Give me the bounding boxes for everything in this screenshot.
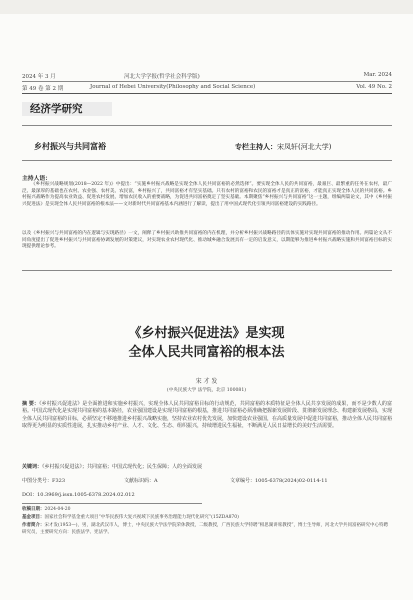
host-name: 宋凤轩(河北大学) bbox=[277, 143, 332, 151]
author-bio-text: 宋才发(1953—)，男，湖北武汉市人，博士，中央民族大学法学院荣休教授，二级教授，广西民族大学特聘“相思湖讲席教授”，博士生导师，河北大学共同富裕研究中心特聘研究员，主要研究方向：民族法学、宪法学。 bbox=[22, 523, 389, 535]
abstract-text: 《乡村振兴促进法》是全面推进和实施乡村振兴，实现全体人民共同富裕目标的行动规范，共同富裕的本质特征是全体人民共享发展的成果，而不是少数人的富裕。中国式现代化是实现共同富裕的基本路径，农业强国建设是实现共同富裕的根基，推进共同富裕必须准确把握新发展阶段、贯彻新发展理念、构建新发展格局，实现全体人民共同富裕的目标，必须坚定不移地推进乡村振兴战略实施，坚持农业农村优先发展，加快建设农业强国，在高质量发展中促进共同富裕，推动全体人民共同富裕取得更为明显的实质性进展，扎实推动乡村产业、人才、文化、生态、组织振兴，持续增进民生福祉，不断满足人民日益增长的美好生活需要。 bbox=[22, 401, 393, 430]
host-note-paragraph-1: 《乡村振兴战略规划(2018—2022 年)》中提出：“实施乡村振兴战略是实现全体人民共同富裕的必然选择”。要实现全体人民的共同富裕，最艰巨、最繁重的任务在农村，最广泛、最深厚的基础也在农村。农业强、农村美、农民富，乡村振兴了，共同富裕才有坚实基础。只有农村的富裕和农民的富裕才是真正的富裕，才能真正实现全体人民的共同富裕。乡村振兴战略作为提高农业效益、促进农村发展、增加农民收入的重要战略，为促进共同富裕奠定了坚实基础。本期聚焦“乡村振兴与共同富裕”这一主题，组编两篇论文，其中《乡村振兴促进法》是实现全体人民共同富裕的根本法——文对新时代共同富裕基本内涵进行了解读，提出了用中国式现代化引领共同富裕建设的实践路径。 bbox=[22, 182, 392, 207]
header-volume-cn: 第 49 卷 第 2 期 bbox=[22, 86, 64, 92]
header-date-cn: 2024 年 3 月 bbox=[22, 74, 56, 80]
host-note-paragraph-2: 以及《乡村振兴与共同富裕的内在逻辑与实现路径》一文，阐释了乡村振兴助推共同富裕的内在机理，并分析乡村振兴战略路径的具体实施对实现共同富裕的推动作用。两篇论文从不同角度提出了促进乡村振兴与共同富裕协调发展的对策建议，对实现农业农村现代化、推动城乡融合发展具有一定的启发意义，以期能够为推进乡村振兴战略实施和共同富裕目标的实现提供理论参考。 bbox=[22, 231, 392, 250]
doi: DOI：10.3969/j.issn.1005-6378.2024.02.012 bbox=[22, 492, 135, 498]
received-label: 收稿日期： bbox=[22, 507, 45, 512]
abstract bbox=[22, 401, 392, 431]
author-affiliation: (中央民族大学 法学院，北京 100081) bbox=[166, 388, 247, 393]
clc-number: 中图分类号：F323 bbox=[22, 478, 66, 484]
footnote-divider bbox=[22, 503, 202, 504]
top-strip bbox=[0, 0, 413, 14]
article-title-line-1: 《乡村振兴促进法》是实现 bbox=[128, 326, 285, 341]
fund-label: 基金项目： bbox=[22, 515, 45, 520]
section-title: 经济学研究 bbox=[30, 103, 83, 115]
header-divider bbox=[22, 93, 392, 94]
article-number: 文章编号：1005-6378(2024)02-0114-11 bbox=[230, 478, 328, 484]
article-author: 宋 才 发 bbox=[195, 378, 218, 385]
received-date: 2024-04-20 bbox=[44, 507, 71, 512]
host-note-divider bbox=[22, 270, 392, 271]
keywords-label: 关键词： bbox=[22, 464, 43, 470]
column-topic: 乡村振兴与共同富裕 bbox=[34, 142, 106, 151]
article-title-line-2: 全体人民共同富裕的根本法 bbox=[128, 345, 285, 360]
host-label: 专栏主持人： bbox=[235, 143, 277, 151]
footnote-fund bbox=[22, 515, 392, 522]
header-volume-en: Vol. 49 No. 2 bbox=[356, 84, 392, 90]
fund-text: 国家社会科学基金重大项目“中华民族伟大复兴视域下民族事务治理能力现代化研究”(15ZDA870) bbox=[44, 515, 239, 520]
column-host bbox=[235, 142, 331, 152]
header-divider-thin bbox=[22, 81, 392, 82]
host-note-heading: 主持人语： bbox=[22, 176, 51, 182]
footnote-received bbox=[22, 507, 392, 514]
footnote-author-bio bbox=[22, 523, 392, 536]
keywords bbox=[22, 463, 392, 470]
document-code: 文献标识码：A bbox=[124, 478, 158, 484]
abstract-label: 摘 要： bbox=[22, 401, 40, 407]
topic-divider bbox=[22, 160, 392, 161]
header-journal-cn: 河北大学学报(哲学社会科学版) bbox=[124, 74, 200, 80]
keywords-text: 《乡村振兴促进法》；共同富裕；中国式现代化；民生保障；人的全面发展 bbox=[42, 464, 203, 470]
author-bio-label: 作者简介： bbox=[22, 523, 45, 528]
section-divider bbox=[22, 125, 392, 126]
header-date-en: Mar. 2024 bbox=[363, 72, 392, 78]
header-journal-en: Journal of Hebei University(Philosophy and Social Science) bbox=[90, 84, 256, 90]
